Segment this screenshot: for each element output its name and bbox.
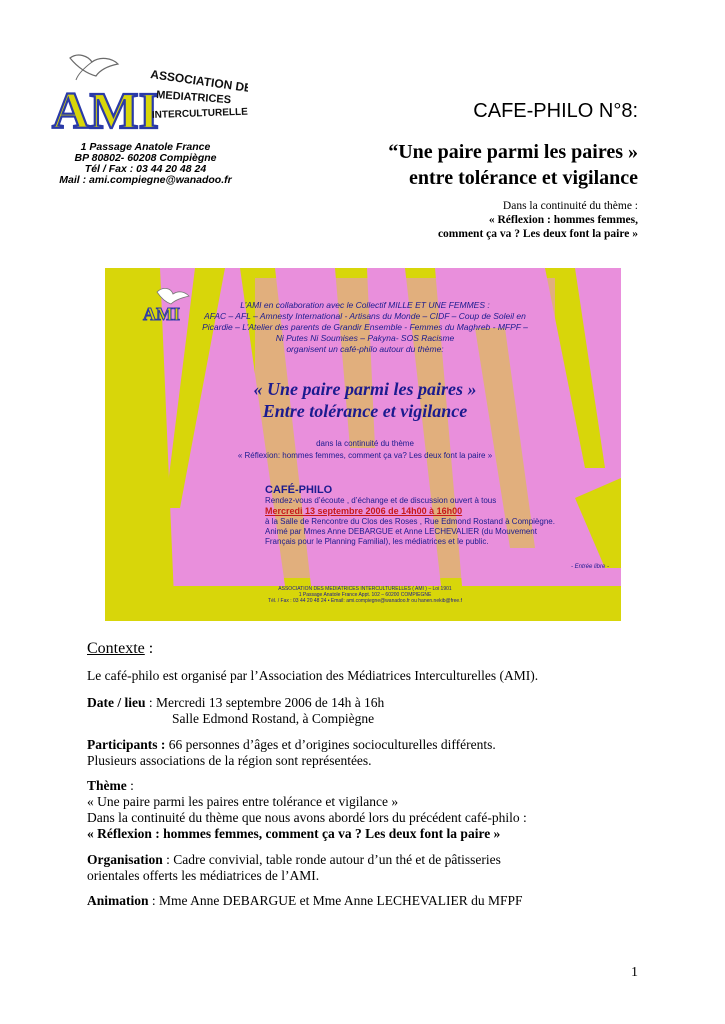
poster-intro-line: Picardie – L’Atelier des parents de Grandir Ensemble - Femmes du Maghreb - MFPF – bbox=[202, 322, 528, 332]
date-place-venue: Salle Edmond Rostand, à Compiègne bbox=[172, 711, 375, 726]
event-poster bbox=[105, 268, 621, 621]
svg-text:INTERCULTURELLES: INTERCULTURELLES bbox=[151, 106, 248, 121]
theme-label: Thème : bbox=[87, 778, 134, 793]
poster-date-line: Mercredi 13 septembre 2006 de 14h00 à 16h00 bbox=[265, 506, 463, 516]
poster-detail-line: à la Salle de Rencontre du Clos des Roses , Rue Edmond Rostand à Compiègne. bbox=[265, 517, 555, 526]
poster-footer-line: ASSOCIATION DES MEDIATRICES INTERCULTURELLES ( AMI ) – Loi 1901 bbox=[278, 586, 452, 592]
svg-text:ASSOCIATION DES: ASSOCIATION DES bbox=[149, 67, 248, 97]
address-line: 1 Passage Anatole France bbox=[80, 141, 211, 153]
theme-line: Dans la continuité du thème que nous avons abordé lors du précédent café-philo : bbox=[87, 810, 527, 825]
theme-line: « Réflexion : hommes femmes, comment ça va ? Les deux font la paire » bbox=[87, 826, 501, 841]
animation: Animation : Mme Anne DEBARGUE et Mme Anne LECHEVALIER du MFPF bbox=[87, 893, 523, 908]
participants-line-2: Plusieurs associations de la région sont représentées. bbox=[87, 753, 372, 768]
poster-cafe-title: CAFÉ-PHILO bbox=[265, 484, 333, 496]
poster-headline-2: Entre tolérance et vigilance bbox=[262, 401, 468, 421]
poster-detail-line: Français pour le Planning Familial), les médiatrices et le public. bbox=[265, 537, 489, 546]
date-place: Date / lieu : Mercredi 13 septembre 2006 de 14h à 16h bbox=[87, 695, 385, 710]
svg-text:AMI: AMI bbox=[143, 304, 180, 324]
email-line: Mail : ami.compiegne@wanadoo.fr bbox=[59, 174, 232, 186]
poster-intro-line: Ni Putes Ni Soumises – Pakyna- SOS Racisme bbox=[275, 333, 455, 343]
poster-footer-line: Tél. / Fax : 03 44 20 48 24 • Email: ami.compiegne@wanadoo.fr ou hanen.nekib@free.f bbox=[268, 598, 462, 604]
organisation: Organisation : Cadre convivial, table ronde autour d’un thé et de pâtisseries bbox=[87, 852, 501, 867]
svg-text:AMI: AMI bbox=[52, 83, 159, 140]
svg-text:MEDIATRICES: MEDIATRICES bbox=[155, 89, 232, 107]
address-line: BP 80802- 60208 Compiègne bbox=[74, 152, 217, 164]
poster-detail-line: Rendez-vous d’écoute , d’échange et de discussion ouvert à tous bbox=[265, 496, 497, 505]
dove-icon bbox=[48, 48, 248, 144]
poster-intro-line: L’AMI en collaboration avec le Collectif MILLE ET UNE FEMMES : bbox=[240, 300, 490, 310]
poster-intro-line: organisent un café-philo autour du thème: bbox=[286, 344, 444, 354]
subtitle-line-1: “Une paire parmi les paires » bbox=[388, 141, 638, 163]
poster-headline-1: « Une paire parmi les paires » bbox=[253, 379, 477, 399]
poster-intro-line: AFAC – AFL – Amnesty International - Artisans du Monde – CIDF – Coup de Soleil en bbox=[204, 311, 526, 321]
page-number: 1 bbox=[631, 965, 638, 980]
ami-logo bbox=[48, 48, 248, 144]
organisation-line-2: orientales offerts les médiatrices de l’AMI. bbox=[87, 868, 320, 883]
poster-footer-line: 1 Passage Anatole France Appt. 102 – 60200 COMPIEGNE bbox=[298, 592, 432, 598]
page-title: CAFE-PHILO N°8: bbox=[473, 100, 638, 122]
phone-line: Tél / Fax : 03 44 20 48 24 bbox=[84, 163, 207, 175]
poster-free-entry: - Entrée libre - bbox=[570, 564, 609, 570]
participants: Participants : 66 personnes d’âges et d’origines socioculturelles différents. bbox=[87, 737, 496, 752]
poster-detail-line: Animé par Mmes Anne DEBARGUE et Anne LECHEVALIER (du Mouvement bbox=[265, 527, 537, 536]
continuity-theme: « Réflexion : hommes femmes, bbox=[488, 214, 638, 226]
continuity-intro: Dans la continuité du thème : bbox=[502, 200, 638, 212]
poster-continuity-2: « Réflexion: hommes femmes, comment ça va? Les deux font la paire » bbox=[237, 451, 493, 460]
theme-line: « Une paire parmi les paires entre tolérance et vigilance » bbox=[87, 794, 399, 809]
context-heading: Contexte : bbox=[87, 640, 154, 657]
subtitle-line-2: entre tolérance et vigilance bbox=[409, 167, 638, 189]
poster-continuity-1: dans la continuité du thème bbox=[316, 439, 414, 448]
context-text: Le café-philo est organisé par l’Association des Médiatrices Interculturelles (AMI). bbox=[87, 668, 539, 683]
continuity-theme-2: comment ça va ? Les deux font la paire » bbox=[437, 228, 638, 240]
